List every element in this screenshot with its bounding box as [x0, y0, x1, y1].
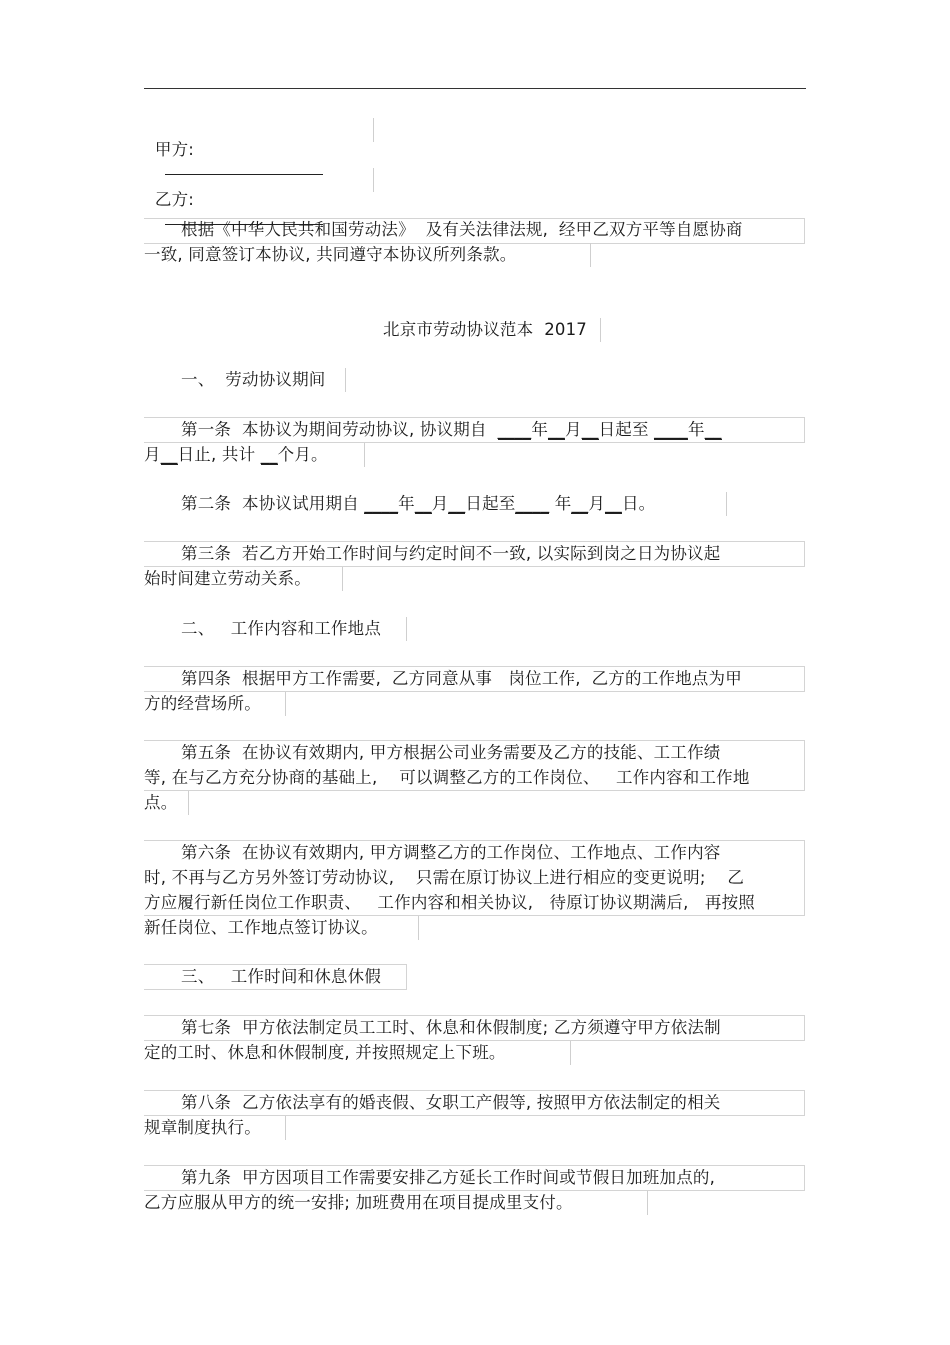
party-b-box-edge: [373, 168, 374, 192]
article-1-text: 第一条 本协议为期间劳动协议, 协议期自: [181, 420, 498, 439]
article-3-line-1: 第三条 若乙方开始工作时间与约定时间不一致, 以实际到岗之日为协议起: [181, 544, 721, 563]
trial-start-month-blank: __: [414, 494, 432, 513]
trial-month-label-2: 月: [588, 494, 606, 513]
section-3-heading: 三、 工作时间和休息休假: [181, 967, 382, 986]
article-4-line-1: 第四条 根据甲方工作需要, 乙方同意从事 岗位工作, 乙方的工作地点为甲: [181, 669, 742, 688]
title-box-edge: [600, 318, 601, 342]
article-7-line-2: 定的工时、休息和休假制度, 并按照规定上下班。: [144, 1043, 506, 1062]
year-label: 年: [531, 420, 549, 439]
trial-year-label: 年: [398, 494, 415, 513]
article-6-box-edge: [418, 916, 419, 940]
start-to-label: 日起至: [598, 420, 649, 439]
article-8-line-2: 规章制度执行。: [144, 1118, 261, 1137]
article-6-line-4: 新任岗位、工作地点签订协议。: [144, 918, 378, 937]
trial-end-year-blank: ____: [515, 494, 550, 513]
article-8-line-1: 第八条 乙方依法享有的婚丧假、女职工产假等, 按照甲方依法制定的相关: [181, 1093, 721, 1112]
article-3-box-edge: [342, 567, 343, 591]
article-2-text: 第二条 本协议试用期自: [181, 494, 365, 513]
article-8-box-edge: [285, 1116, 286, 1140]
trial-end-day-blank: __: [605, 494, 622, 513]
article-9-line-2: 乙方应服从甲方的统一安排; 加班费用在项目提成里支付。: [144, 1193, 573, 1212]
article-1-line-1: [181, 420, 722, 440]
article-9-box-edge: [647, 1191, 648, 1215]
section-1-box-edge: [345, 368, 346, 392]
article-5-line-1: 第五条 在协议有效期内, 甲方根据公司业务需要及乙方的技能、工工作绩: [181, 743, 721, 762]
article-5-box-edge: [188, 791, 189, 815]
trial-month-label: 月: [431, 494, 449, 513]
end-year-blank: ____: [654, 420, 688, 439]
preamble-box-edge: [590, 243, 591, 267]
year-label-2: 年: [687, 420, 705, 439]
end-month-blank: __: [704, 420, 722, 439]
section-2-heading: 二、 工作内容和工作地点: [181, 619, 382, 638]
trial-start-year-blank: ____: [364, 494, 399, 513]
article-9-line-1: 第九条 甲方因项目工作需要安排乙方延长工作时间或节假日加班加点的,: [181, 1168, 716, 1187]
total-months-blank: __: [260, 445, 278, 464]
party-a-box-edge: [373, 118, 374, 142]
months-label: 个月。: [277, 445, 328, 464]
start-day-blank: __: [581, 420, 599, 439]
document-title: 北京市劳动协议范本 2017: [383, 320, 587, 339]
trial-to-label: 日起至: [465, 494, 516, 513]
article-3-line-2: 始时间建立劳动关系。: [144, 569, 311, 588]
header-rule: [144, 88, 806, 89]
trial-start-day-blank: __: [448, 494, 466, 513]
section-1-heading: 一、 劳动协议期间: [181, 370, 326, 389]
end-day-blank: __: [160, 445, 178, 464]
month-label: 月: [565, 420, 582, 439]
preamble-line-1: 根据《中华人民共和国劳动法》 及有关法律法规, 经甲乙双方平等自愿协商: [181, 220, 743, 239]
party-a-label: 甲方:: [154, 140, 195, 159]
article-7-box-edge: [570, 1041, 571, 1065]
trial-end-label: 日。: [621, 494, 656, 513]
trial-end-month-blank: __: [571, 494, 589, 513]
month-label-2: 月: [144, 445, 161, 464]
article-5-line-3: 点。: [144, 793, 178, 812]
article-2-box-edge: [726, 492, 727, 516]
party-b-label: 乙方:: [154, 190, 195, 209]
article-1-line-2: [144, 445, 328, 465]
start-month-blank: __: [548, 420, 565, 439]
article-5-line-2: 等, 在与乙方充分协商的基础上, 可以调整乙方的工作岗位、 工作内容和工作地: [144, 768, 750, 787]
article-6-line-1: 第六条 在协议有效期内, 甲方调整乙方的工作岗位、工作地点、工作内容: [181, 843, 721, 862]
section-2-box-edge: [406, 617, 407, 641]
article-6-line-2: 时, 不再与乙方另外签订劳动协议, 只需在原订协议上进行相应的变更说明; 乙: [144, 868, 745, 887]
article-6-line-3: 方应履行新任岗位工作职责、 工作内容和相关协议, 待原订协议期满后, 再按照: [144, 893, 755, 912]
article-2-line: [181, 494, 655, 514]
article-7-line-1: 第七条 甲方依法制定员工工时、休息和休假制度; 乙方须遵守甲方依法制: [181, 1018, 721, 1037]
article-4-line-2: 方的经营场所。: [144, 694, 261, 713]
end-to-label: 日止, 共计: [177, 445, 261, 464]
article-4-box-edge: [285, 692, 286, 716]
start-year-blank: ____: [497, 420, 532, 439]
preamble-line-2: 一致, 同意签订本协议, 共同遵守本协议所列条款。: [144, 245, 517, 264]
trial-year-label-2: 年: [554, 494, 572, 513]
article-1-box-edge: [364, 443, 365, 467]
